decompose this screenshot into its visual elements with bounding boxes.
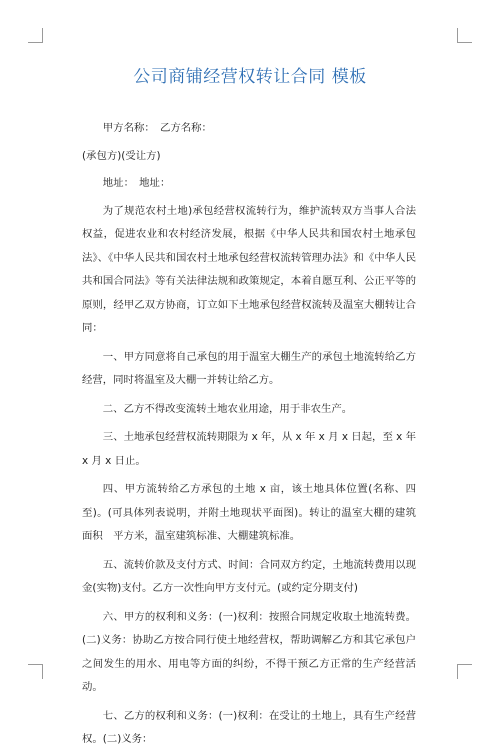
party-roles-line: (承包方)(受让方) [82, 149, 161, 162]
clause-1: 一、甲方同意将自己承包的用于温室大棚生产的承包土地流转给乙方经营，同时将温室及大棚一并转让给乙方。 [82, 350, 416, 386]
clause-7: 七、乙方的权利和义务：(一)权利：在受让的土地上，具有生产经营权。(二)义务： [82, 709, 416, 745]
page-corner-mark-top-right [457, 28, 472, 43]
preamble-paragraph: 为了规范农村土地)承包经营权流转行为，维护流转双方当事人合法权益，促进农业和农村经济发展，根据《中华人民共和国农村土地承包法》、《中华人民共和国农村土地承包经营权流转管理办法》和《中华人民共和国合同法》等有关法律法规和政策规定，本着自愿互利、公正平等的原则，经甲乙双方协商，订立如下土地承包经营权流转及温室大棚转让合同： [82, 204, 416, 334]
page-corner-mark-bottom-right [457, 664, 472, 679]
page-corner-mark-top-left [28, 28, 43, 43]
document-body [82, 117, 416, 752]
address-line: 地址： 地址： [102, 177, 171, 189]
clause-2: 二、乙方不得改变流转土地农业用途，用于非农生产。 [102, 402, 353, 415]
clause-4: 四、甲方流转给乙方承包的土地 x 亩，该土地具体位置(名称、四至)。(可具体列表说明，并附土地现状平面图)。转让的温室大棚的建筑面积 平方米，温室建筑标准、大棚建筑标准。 [82, 483, 416, 542]
clause-5: 五、流转价款及支付方式、时间：合同双方约定，土地流转费用以现金(实物)支付。乙方一次性向甲方支付元。(或约定分期支付) [82, 558, 416, 594]
page-corner-mark-bottom-left [28, 664, 43, 679]
clause-6: 六、甲方的权利和义务：(一)权利：按照合同规定收取土地流转费。(二)义务：协助乙方按合同行使土地经营权，帮助调解乙方和其它承包户之间发生的用水、用电等方面的纠纷，不得干预乙方正常的生产经营活动。 [82, 610, 416, 693]
clause-3: 三、土地承包经营权流转期限为 x 年，从 x 年 x 月 x 日起，至 x 年 x 月 x 日止。 [82, 431, 416, 467]
document-title: 公司商铺经营权转让合同 模板 [133, 67, 367, 87]
party-names-line: 甲方名称： 乙方名称： [102, 122, 212, 134]
